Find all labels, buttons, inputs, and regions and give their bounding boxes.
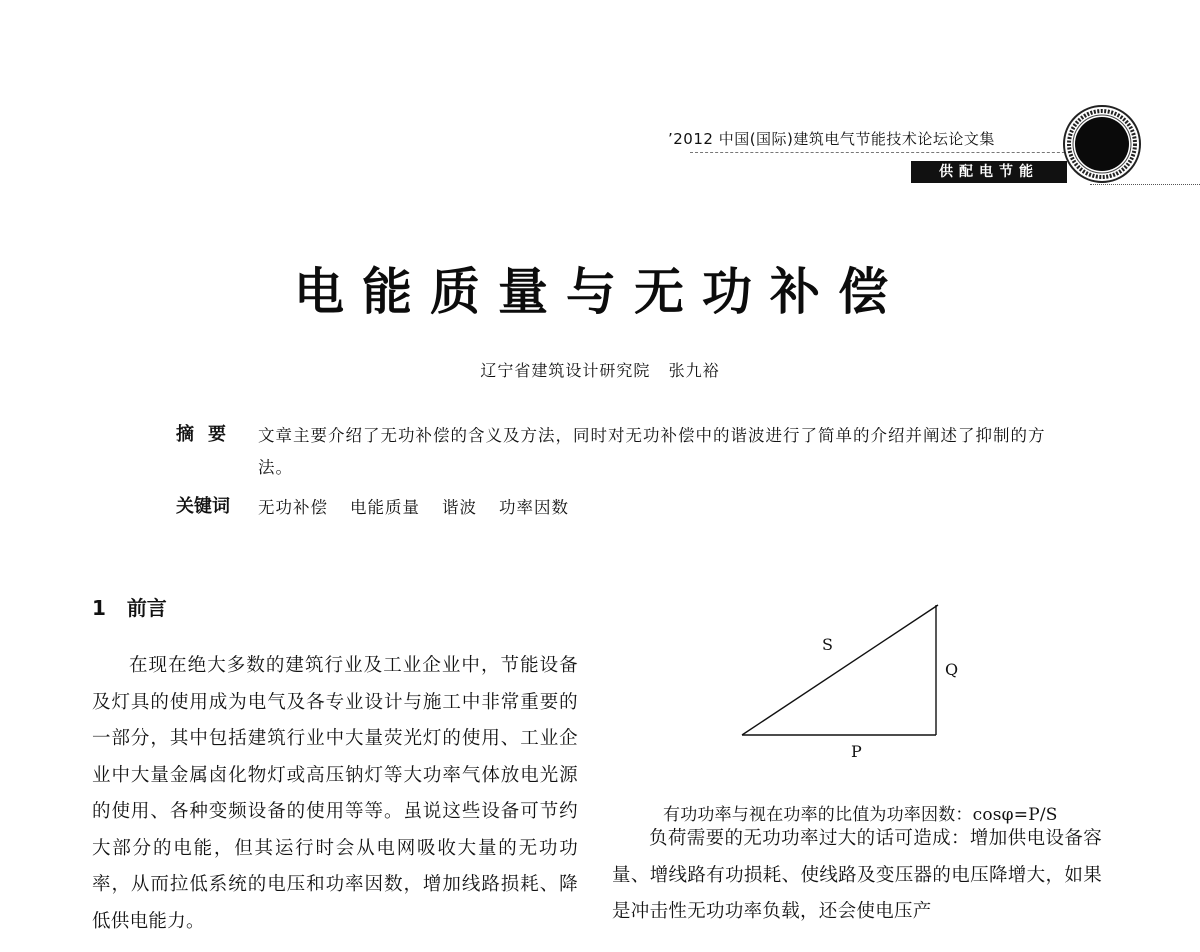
conference-emblem-icon bbox=[1062, 104, 1142, 184]
header-edge-rule bbox=[1090, 184, 1200, 185]
intro-paragraph: 在现在绝大多数的建筑行业及工业企业中，节能设备及灯具的使用成为电气及各专业设计与施工中非常重要的一部分，其中包括建筑行业中大量荧光灯的使用、工业企业中大量金属卤化物灯或高压钠灯等大功率气体放电光源的使用、各种变频设备的使用等等。虽说这些设备可节约大部分的电能，但其运行时会从电网吸收大量的无功功率，从而拉低系统的电压和功率因数，增加线路损耗、降低供电能力。 bbox=[92, 655, 578, 932]
paper-title: 电能质量与无功补偿 bbox=[294, 263, 906, 321]
byline bbox=[0, 358, 1200, 381]
author: 张九裕 bbox=[668, 361, 720, 380]
power-factor-formula: 有功功率与视在功率的比值为功率因数：cosφ=P/S bbox=[663, 805, 1058, 825]
triangle-hypotenuse-s bbox=[742, 605, 938, 735]
section-number: 1 bbox=[92, 596, 106, 620]
abstract-text: 文章主要介绍了无功补偿的含义及方法，同时对无功补偿中的谐波进行了简单的介绍并阐述了抑制的方法。 bbox=[258, 426, 1046, 477]
affiliation: 辽宁省建筑设计研究院 bbox=[480, 361, 651, 380]
label-p: P bbox=[851, 742, 862, 761]
section-tag: 供配电节能 bbox=[911, 161, 1067, 183]
label-s: S bbox=[822, 635, 833, 654]
section-title: 前言 bbox=[126, 596, 167, 620]
abstract-label: 摘要 bbox=[176, 424, 240, 445]
header-dotted-rule bbox=[690, 152, 1080, 153]
keyword: 功率因数 bbox=[499, 498, 569, 517]
proceedings-title: ’2012 中国(国际)建筑电气节能技术论坛论文集 bbox=[668, 130, 995, 148]
keyword: 电能质量 bbox=[350, 498, 420, 517]
label-q: Q bbox=[945, 660, 959, 679]
keywords-label: 关键词 bbox=[176, 496, 230, 517]
reactive-power-paragraph: 负荷需要的无功功率过大的话可造成：增加供电设备容量、增线路有功损耗、使线路及变压器的电压降增大，如果是冲击性无功功率负载，还会使电压产 bbox=[612, 828, 1102, 922]
section-heading bbox=[92, 592, 167, 621]
power-triangle-diagram bbox=[730, 595, 960, 775]
keyword: 无功补偿 bbox=[258, 498, 328, 517]
keywords-list bbox=[258, 494, 591, 518]
keyword: 谐波 bbox=[442, 498, 477, 517]
